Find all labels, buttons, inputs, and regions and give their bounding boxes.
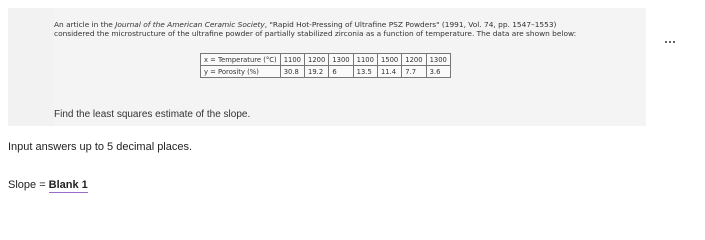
- table-cell: 6: [329, 66, 353, 78]
- question-intro-line-2: considered the microstructure of the ultrafine powder of partially stabilized zirconia as a function of temperature. The data are shown below:: [54, 29, 577, 38]
- slope-label: Slope =: [8, 179, 49, 191]
- more-horizontal-icon: [669, 41, 671, 43]
- intro-suffix: , "Rapid Hot-Pressing of Ultrafine PSZ Powders" (1991, Vol. 74, pp. 1547–1553): [264, 20, 557, 29]
- more-horizontal-icon: [673, 41, 675, 43]
- table-cell: 1200: [402, 54, 426, 66]
- table-cell: 19.2: [305, 66, 329, 78]
- table-cell: 1200: [305, 54, 329, 66]
- question-intro-line-1: [54, 20, 644, 29]
- question-image: [54, 8, 646, 126]
- journal-name: Journal of the American Ceramic Society: [115, 20, 265, 29]
- table-header-y: y = Porosity (%): [201, 66, 281, 78]
- answer-line: [8, 179, 88, 191]
- more-options-button[interactable]: [660, 36, 680, 48]
- table-row-porosity: [201, 66, 451, 78]
- blank-1-field[interactable]: Blank 1: [48, 179, 88, 191]
- answer-instructions: Input answers up to 5 decimal places.: [8, 141, 193, 153]
- table-cell: 1300: [329, 54, 353, 66]
- question-prompt: Find the least squares estimate of the slope.: [54, 109, 251, 120]
- table-cell: 1100: [353, 54, 377, 66]
- table-cell: 30.8: [280, 66, 304, 78]
- table-row-temperature: [201, 54, 451, 66]
- table-cell: 3.6: [426, 66, 450, 78]
- table-cell: 1100: [280, 54, 304, 66]
- table-header-x: x = Temperature (°C): [201, 54, 281, 66]
- question-card: [8, 8, 646, 126]
- table-cell: 1500: [377, 54, 401, 66]
- table-cell: 11.4: [377, 66, 401, 78]
- more-horizontal-icon: [665, 41, 667, 43]
- question-intro: [54, 20, 644, 38]
- table-cell: 1300: [426, 54, 450, 66]
- intro-prefix: An article in the: [54, 20, 116, 29]
- data-table: [200, 53, 451, 78]
- table-cell: 7.7: [402, 66, 426, 78]
- table-cell: 13.5: [353, 66, 377, 78]
